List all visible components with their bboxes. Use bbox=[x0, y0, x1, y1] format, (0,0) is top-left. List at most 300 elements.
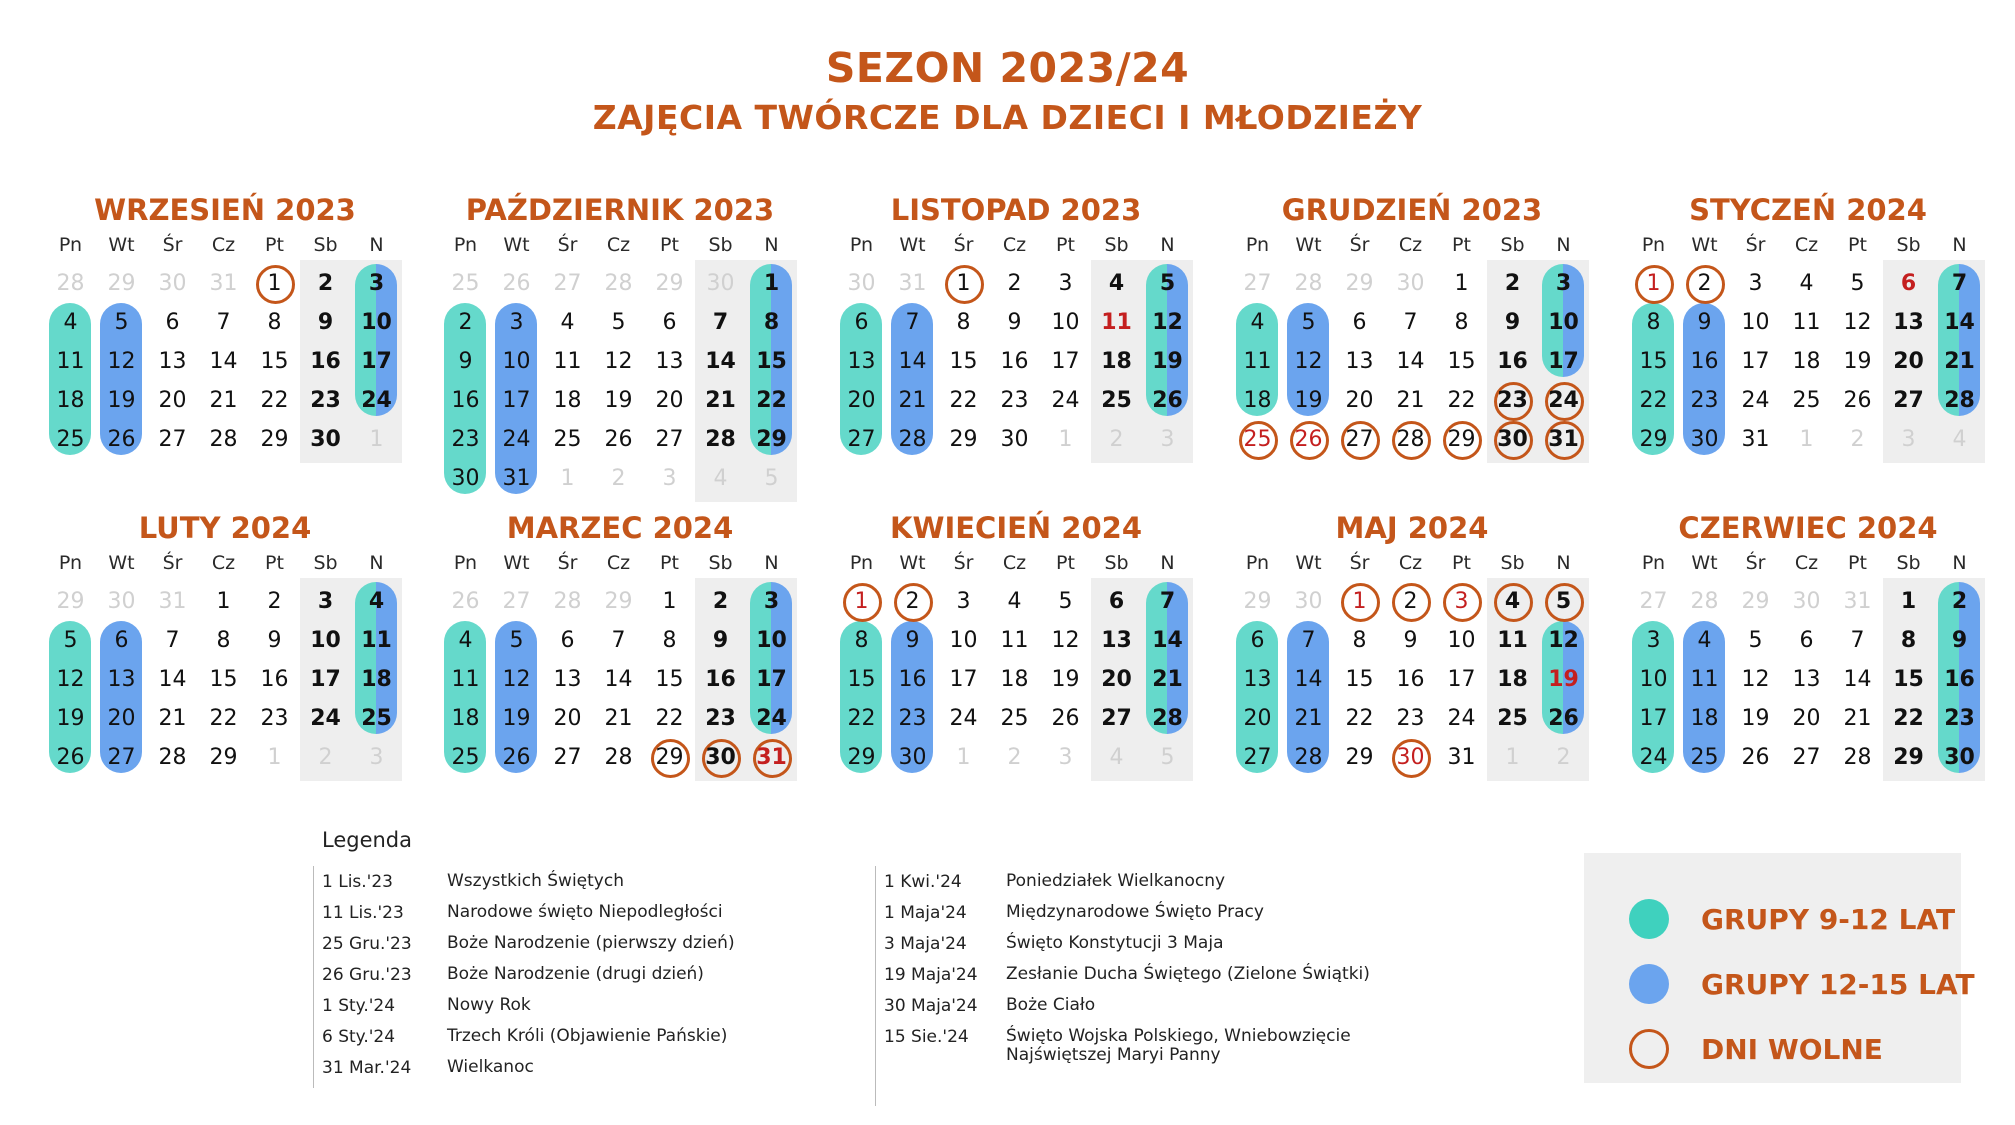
day-number: 29 bbox=[209, 745, 238, 770]
day-number: 8 bbox=[216, 628, 231, 653]
month-calendar bbox=[440, 190, 800, 502]
day-cell bbox=[1436, 342, 1487, 381]
day-cell bbox=[746, 699, 797, 738]
day-cell bbox=[300, 303, 351, 342]
legend-date: 1 Kwi.'24 bbox=[884, 872, 962, 892]
day-cell bbox=[1679, 660, 1730, 699]
day-cell bbox=[1628, 303, 1679, 342]
day-cell bbox=[1487, 303, 1538, 342]
weekday-label: Cz bbox=[1794, 234, 1819, 256]
day-number: 22 bbox=[756, 388, 787, 413]
month-name: MARZEC 2024 bbox=[506, 511, 734, 545]
weekday-label: Pn bbox=[1641, 552, 1666, 574]
legend-date: 30 Maja'24 bbox=[884, 996, 978, 1016]
day-number: 23 bbox=[1497, 388, 1528, 413]
adjacent-month-day: 5 bbox=[764, 466, 779, 491]
legend-holiday-name: Poniedziałek Wielkanocny bbox=[1006, 871, 1226, 891]
day-number: 24 bbox=[756, 706, 787, 731]
week-row bbox=[836, 420, 1193, 459]
week-row bbox=[1628, 738, 1985, 777]
day-number: 16 bbox=[1497, 349, 1528, 374]
day-number: 8 bbox=[1454, 310, 1469, 335]
day-cell bbox=[147, 621, 198, 660]
day-cell bbox=[1781, 660, 1832, 699]
day-number: 15 bbox=[655, 667, 684, 692]
adjacent-month-day: 1 bbox=[369, 427, 384, 452]
weekday-label: Pt bbox=[1452, 234, 1471, 256]
day-cell bbox=[746, 621, 797, 660]
legend-entry bbox=[876, 1021, 1436, 1065]
weekday-label: Wt bbox=[503, 552, 530, 574]
day-cell bbox=[1730, 303, 1781, 342]
month-calendar bbox=[440, 508, 800, 781]
weekday-label: Cz bbox=[1002, 552, 1027, 574]
day-number: 28 bbox=[898, 427, 927, 452]
adjacent-month-day: 3 bbox=[1160, 427, 1175, 452]
day-cell bbox=[1883, 582, 1934, 621]
day-cell bbox=[593, 420, 644, 459]
day-number: 21 bbox=[1944, 349, 1975, 374]
adjacent-month-day: 28 bbox=[1294, 271, 1323, 296]
day-number: 10 bbox=[502, 349, 531, 374]
weekday-label: Cz bbox=[606, 552, 631, 574]
day-number: 4 bbox=[1799, 271, 1814, 296]
week-row bbox=[836, 381, 1193, 420]
day-cell bbox=[542, 420, 593, 459]
weekday-label: Wt bbox=[1295, 552, 1322, 574]
day-number: 21 bbox=[1152, 667, 1183, 692]
day-cell bbox=[249, 699, 300, 738]
day-cell bbox=[1091, 738, 1142, 777]
day-number: 20 bbox=[655, 388, 684, 413]
day-cell bbox=[351, 582, 402, 621]
day-number: 19 bbox=[107, 388, 136, 413]
day-number: 1 bbox=[956, 271, 971, 296]
day-number: 9 bbox=[905, 628, 920, 653]
day-cell bbox=[491, 459, 542, 498]
day-number: 15 bbox=[847, 667, 876, 692]
day-cell bbox=[887, 582, 938, 621]
day-number: 12 bbox=[1294, 349, 1323, 374]
day-number: 9 bbox=[712, 628, 729, 653]
day-cell bbox=[147, 381, 198, 420]
day-cell bbox=[1934, 381, 1985, 420]
day-cell bbox=[1934, 660, 1985, 699]
day-cell bbox=[1334, 738, 1385, 777]
day-number: 14 bbox=[1294, 667, 1323, 692]
day-number: 24 bbox=[361, 388, 392, 413]
week-row bbox=[1628, 303, 1985, 342]
day-number: 1 bbox=[1352, 589, 1367, 614]
weekday-label: Sb bbox=[1500, 234, 1525, 256]
day-number: 19 bbox=[1548, 667, 1579, 692]
day-number: 3 bbox=[1555, 271, 1572, 296]
legend-date: 31 Mar.'24 bbox=[322, 1058, 412, 1078]
day-number: 2 bbox=[1007, 271, 1022, 296]
day-number: 17 bbox=[361, 349, 392, 374]
day-cell bbox=[1730, 738, 1781, 777]
week-row bbox=[45, 582, 402, 621]
day-number: 21 bbox=[209, 388, 238, 413]
adjacent-month-day: 4 bbox=[1109, 745, 1124, 770]
month-calendar bbox=[45, 508, 405, 781]
weekday-label: Sb bbox=[313, 552, 338, 574]
day-number: 17 bbox=[1548, 349, 1579, 374]
day-number: 14 bbox=[158, 667, 187, 692]
day-number: 18 bbox=[1497, 667, 1528, 692]
day-number: 10 bbox=[1051, 310, 1080, 335]
day-number: 19 bbox=[604, 388, 633, 413]
day-number: 17 bbox=[1741, 349, 1770, 374]
day-cell bbox=[96, 342, 147, 381]
week-row bbox=[836, 264, 1193, 303]
day-number: 12 bbox=[1741, 667, 1770, 692]
day-number: 6 bbox=[1799, 628, 1814, 653]
day-number: 14 bbox=[209, 349, 238, 374]
day-number: 31 bbox=[502, 466, 531, 491]
day-cell bbox=[1883, 621, 1934, 660]
day-cell bbox=[542, 699, 593, 738]
day-number: 17 bbox=[502, 388, 531, 413]
day-number: 23 bbox=[705, 706, 736, 731]
day-cell bbox=[1142, 381, 1193, 420]
day-grid bbox=[45, 260, 402, 463]
day-cell bbox=[1730, 582, 1781, 621]
day-cell bbox=[1385, 621, 1436, 660]
day-cell bbox=[1781, 264, 1832, 303]
day-cell bbox=[351, 699, 402, 738]
weekday-label: Pt bbox=[265, 234, 284, 256]
weekday-label: N bbox=[1556, 552, 1571, 574]
day-number: 13 bbox=[1893, 310, 1924, 335]
day-cell bbox=[300, 660, 351, 699]
day-number: 27 bbox=[847, 427, 876, 452]
day-cell bbox=[147, 264, 198, 303]
day-cell bbox=[198, 699, 249, 738]
week-row bbox=[440, 582, 797, 621]
day-number: 11 bbox=[1792, 310, 1821, 335]
day-cell bbox=[249, 582, 300, 621]
day-number: 22 bbox=[1639, 388, 1668, 413]
day-cell bbox=[887, 660, 938, 699]
day-number: 30 bbox=[898, 745, 927, 770]
day-number: 4 bbox=[560, 310, 575, 335]
day-cell bbox=[45, 342, 96, 381]
day-cell bbox=[836, 699, 887, 738]
day-cell bbox=[1781, 621, 1832, 660]
day-cell bbox=[938, 738, 989, 777]
day-cell bbox=[1730, 621, 1781, 660]
weekday-label: N bbox=[1160, 234, 1175, 256]
day-cell bbox=[1487, 699, 1538, 738]
blue-dot-icon bbox=[1629, 964, 1669, 1004]
legend-date: 26 Gru.'23 bbox=[322, 965, 412, 985]
month-name: STYCZEŃ 2024 bbox=[1689, 193, 1927, 227]
day-cell bbox=[1628, 621, 1679, 660]
day-cell bbox=[938, 381, 989, 420]
week-row bbox=[440, 621, 797, 660]
day-cell bbox=[1730, 342, 1781, 381]
day-cell bbox=[1628, 699, 1679, 738]
day-number: 20 bbox=[1101, 667, 1132, 692]
day-number: 5 bbox=[114, 310, 129, 335]
day-number: 11 bbox=[361, 628, 392, 653]
day-number: 8 bbox=[1352, 628, 1367, 653]
day-number: 19 bbox=[1741, 706, 1770, 731]
day-cell bbox=[836, 738, 887, 777]
day-number: 24 bbox=[502, 427, 531, 452]
day-cell bbox=[300, 699, 351, 738]
day-cell bbox=[695, 342, 746, 381]
day-cell bbox=[1487, 660, 1538, 699]
day-cell bbox=[1232, 699, 1283, 738]
adjacent-month-day: 29 bbox=[56, 589, 85, 614]
adjacent-month-day: 4 bbox=[1952, 427, 1967, 452]
day-number: 3 bbox=[1748, 271, 1763, 296]
legend-date: 11 Lis.'23 bbox=[322, 903, 404, 923]
week-row bbox=[836, 660, 1193, 699]
week-row bbox=[45, 660, 402, 699]
weekday-label: Cz bbox=[1002, 234, 1027, 256]
day-number: 14 bbox=[1944, 310, 1975, 335]
day-cell bbox=[440, 699, 491, 738]
day-cell bbox=[1385, 660, 1436, 699]
day-cell bbox=[1832, 582, 1883, 621]
day-cell bbox=[695, 660, 746, 699]
adjacent-month-day: 1 bbox=[1799, 427, 1814, 452]
day-grid bbox=[45, 578, 402, 781]
day-number: 27 bbox=[1101, 706, 1132, 731]
day-number: 1 bbox=[854, 589, 869, 614]
day-cell bbox=[593, 342, 644, 381]
day-number: 4 bbox=[1007, 589, 1022, 614]
day-number: 7 bbox=[712, 310, 729, 335]
day-number: 16 bbox=[260, 667, 289, 692]
week-row bbox=[440, 303, 797, 342]
adjacent-month-day: 2 bbox=[1109, 427, 1124, 452]
weekday-header bbox=[836, 548, 1196, 578]
key-row-group-12-15 bbox=[1629, 962, 1975, 1006]
month-calendar bbox=[45, 190, 405, 463]
legend-holiday-name: Międzynarodowe Święto Pracy bbox=[1006, 902, 1264, 922]
day-number: 29 bbox=[655, 745, 684, 770]
day-cell bbox=[491, 342, 542, 381]
day-cell bbox=[1436, 264, 1487, 303]
weekday-label: Śr bbox=[1745, 234, 1766, 256]
legend-holiday-name: Święto Wojska Polskiego, Wniebowzięcie Najświętszej Maryi Panny bbox=[1006, 1026, 1351, 1065]
weekday-label: Pn bbox=[1641, 234, 1666, 256]
key-label-group-9-12: GRUPY 9-12 LAT bbox=[1701, 902, 1956, 936]
day-number: 1 bbox=[1900, 589, 1917, 614]
day-cell bbox=[1679, 738, 1730, 777]
week-row bbox=[1628, 621, 1985, 660]
day-number: 17 bbox=[949, 667, 978, 692]
day-number: 9 bbox=[1504, 310, 1521, 335]
day-cell bbox=[1538, 342, 1589, 381]
day-cell bbox=[1283, 342, 1334, 381]
day-cell bbox=[644, 342, 695, 381]
day-cell bbox=[440, 621, 491, 660]
day-cell bbox=[836, 342, 887, 381]
week-row bbox=[1628, 699, 1985, 738]
day-number: 28 bbox=[1843, 745, 1872, 770]
day-cell bbox=[1385, 420, 1436, 459]
day-number: 23 bbox=[1000, 388, 1029, 413]
day-grid bbox=[1628, 260, 1985, 463]
day-cell bbox=[1436, 660, 1487, 699]
day-number: 20 bbox=[847, 388, 876, 413]
day-number: 26 bbox=[1152, 388, 1183, 413]
day-number: 30 bbox=[1497, 427, 1528, 452]
day-number: 13 bbox=[107, 667, 136, 692]
day-cell bbox=[938, 621, 989, 660]
day-cell bbox=[989, 342, 1040, 381]
day-cell bbox=[198, 342, 249, 381]
weekday-label: Sb bbox=[1104, 234, 1129, 256]
adjacent-month-day: 30 bbox=[847, 271, 876, 296]
day-number: 3 bbox=[368, 271, 385, 296]
day-number: 11 bbox=[553, 349, 582, 374]
day-cell bbox=[938, 699, 989, 738]
day-number: 12 bbox=[1548, 628, 1579, 653]
day-cell bbox=[1883, 342, 1934, 381]
week-row bbox=[440, 459, 797, 498]
day-cell bbox=[542, 303, 593, 342]
day-number: 22 bbox=[1345, 706, 1374, 731]
day-number: 13 bbox=[1101, 628, 1132, 653]
week-row bbox=[45, 342, 402, 381]
month-calendar bbox=[1628, 508, 1988, 781]
day-cell bbox=[695, 738, 746, 777]
legend-date: 1 Sty.'24 bbox=[322, 996, 396, 1016]
day-cell bbox=[695, 420, 746, 459]
day-number: 30 bbox=[1396, 745, 1425, 770]
weekday-label: Pn bbox=[453, 552, 478, 574]
day-number: 22 bbox=[1893, 706, 1924, 731]
day-cell bbox=[1538, 264, 1589, 303]
day-number: 17 bbox=[1447, 667, 1476, 692]
day-cell bbox=[1832, 381, 1883, 420]
weekday-header bbox=[45, 230, 405, 260]
day-cell bbox=[1091, 582, 1142, 621]
day-cell bbox=[887, 342, 938, 381]
adjacent-month-day: 30 bbox=[1294, 589, 1323, 614]
day-number: 31 bbox=[1741, 427, 1770, 452]
day-cell bbox=[542, 660, 593, 699]
day-cell bbox=[1730, 264, 1781, 303]
month-calendar bbox=[1628, 190, 1988, 463]
week-row bbox=[45, 303, 402, 342]
day-cell bbox=[1142, 660, 1193, 699]
weekday-header bbox=[1232, 548, 1592, 578]
weekday-label: Sb bbox=[708, 552, 733, 574]
day-number: 16 bbox=[451, 388, 480, 413]
day-cell bbox=[1487, 420, 1538, 459]
page-subtitle: ZAJĘCIA TWÓRCZE DLA DZIECI I MŁODZIEŻY bbox=[592, 98, 1423, 137]
day-number: 23 bbox=[1944, 706, 1975, 731]
legend-entry bbox=[314, 1052, 854, 1083]
day-cell bbox=[1142, 420, 1193, 459]
day-number: 23 bbox=[898, 706, 927, 731]
day-number: 3 bbox=[956, 589, 971, 614]
day-number: 2 bbox=[905, 589, 920, 614]
week-row bbox=[45, 621, 402, 660]
day-number: 22 bbox=[260, 388, 289, 413]
day-number: 21 bbox=[1294, 706, 1323, 731]
day-cell bbox=[96, 582, 147, 621]
day-number: 22 bbox=[847, 706, 876, 731]
weekday-label: Śr bbox=[557, 234, 578, 256]
weekday-label: Pt bbox=[1056, 234, 1075, 256]
day-cell bbox=[147, 699, 198, 738]
day-number: 20 bbox=[553, 706, 582, 731]
weekday-label: Cz bbox=[1398, 234, 1423, 256]
day-cell bbox=[1436, 738, 1487, 777]
day-cell bbox=[1934, 738, 1985, 777]
day-cell bbox=[440, 459, 491, 498]
legend-entry bbox=[876, 897, 1436, 928]
day-number: 20 bbox=[1893, 349, 1924, 374]
legend-holiday-name: Zesłanie Ducha Świętego (Zielone Świątki) bbox=[1006, 964, 1370, 984]
day-number: 6 bbox=[1900, 271, 1917, 296]
day-cell bbox=[593, 699, 644, 738]
day-number: 21 bbox=[1843, 706, 1872, 731]
day-cell bbox=[1232, 381, 1283, 420]
day-cell bbox=[1832, 420, 1883, 459]
adjacent-month-day: 28 bbox=[553, 589, 582, 614]
day-number: 20 bbox=[158, 388, 187, 413]
weekday-label: Pn bbox=[849, 234, 874, 256]
day-number: 17 bbox=[310, 667, 341, 692]
day-cell bbox=[249, 738, 300, 777]
day-number: 11 bbox=[1690, 667, 1719, 692]
day-cell bbox=[746, 660, 797, 699]
month-name: LISTOPAD 2023 bbox=[890, 193, 1142, 227]
day-number: 29 bbox=[949, 427, 978, 452]
day-cell bbox=[45, 582, 96, 621]
weekday-label: Sb bbox=[1104, 552, 1129, 574]
day-cell bbox=[1232, 660, 1283, 699]
adjacent-month-day: 2 bbox=[318, 745, 333, 770]
day-cell bbox=[836, 303, 887, 342]
day-cell bbox=[1232, 420, 1283, 459]
legend-date: 25 Gru.'23 bbox=[322, 934, 412, 954]
day-number: 30 bbox=[1690, 427, 1719, 452]
week-row bbox=[440, 342, 797, 381]
day-number: 25 bbox=[56, 427, 85, 452]
day-number: 25 bbox=[1243, 427, 1272, 452]
day-cell bbox=[1436, 381, 1487, 420]
day-cell bbox=[1334, 621, 1385, 660]
week-row bbox=[1232, 420, 1589, 459]
adjacent-month-day: 30 bbox=[1396, 271, 1425, 296]
day-number: 13 bbox=[1345, 349, 1374, 374]
day-cell bbox=[1091, 621, 1142, 660]
day-cell bbox=[1832, 699, 1883, 738]
day-cell bbox=[1538, 699, 1589, 738]
day-number: 28 bbox=[705, 427, 736, 452]
weekday-label: Śr bbox=[1745, 552, 1766, 574]
day-cell bbox=[1232, 264, 1283, 303]
day-cell bbox=[1091, 381, 1142, 420]
day-number: 23 bbox=[260, 706, 289, 731]
day-number: 2 bbox=[1504, 271, 1521, 296]
day-cell bbox=[440, 738, 491, 777]
day-cell bbox=[746, 459, 797, 498]
day-number: 21 bbox=[1396, 388, 1425, 413]
day-cell bbox=[1091, 420, 1142, 459]
day-cell bbox=[45, 660, 96, 699]
